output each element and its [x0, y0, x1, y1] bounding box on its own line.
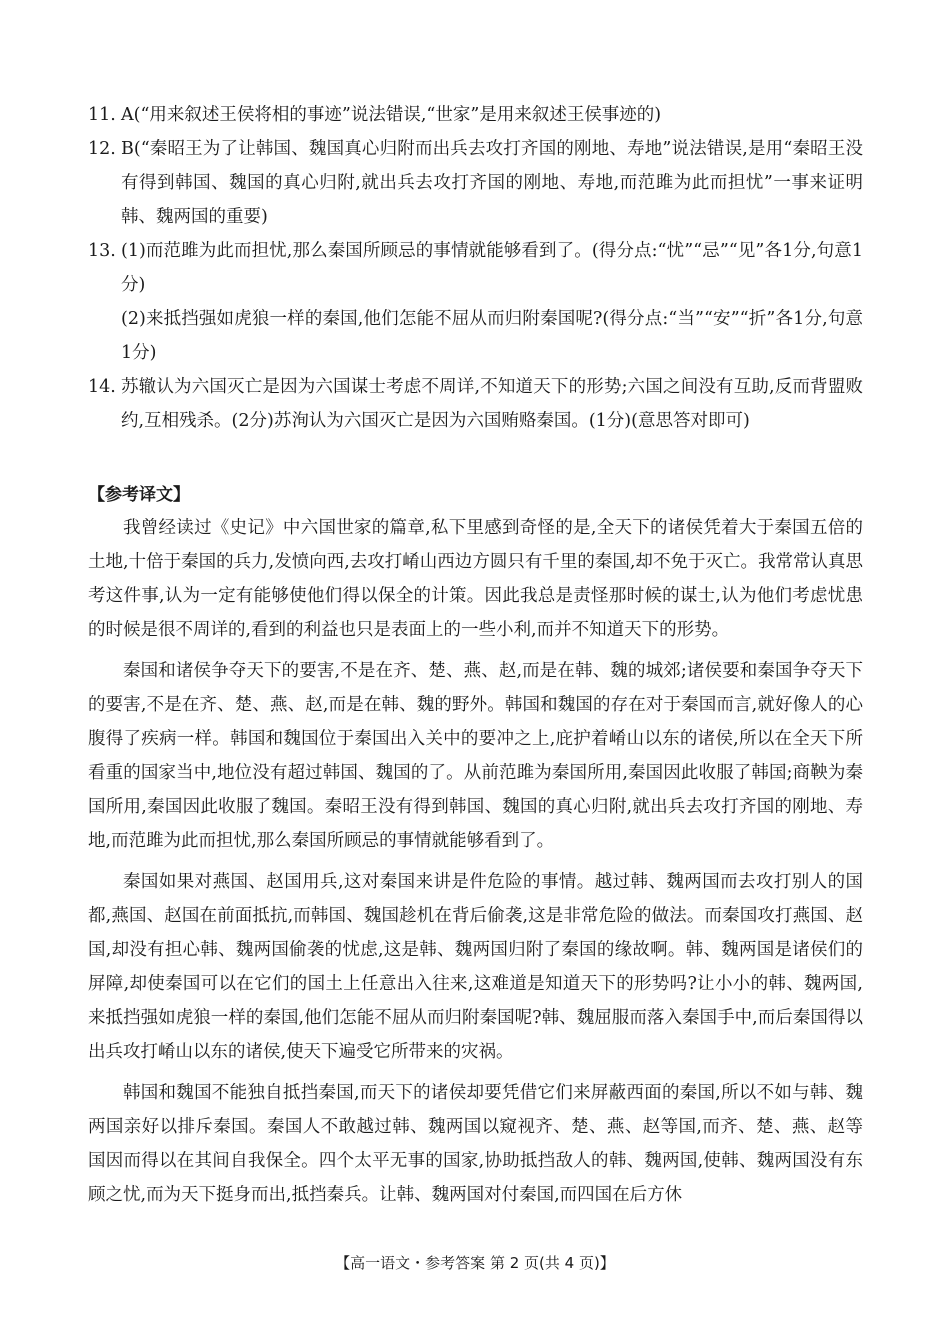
answer-text: B(“秦昭王为了让韩国、魏国真心归附而出兵去攻打齐国的刚地、寿地”说法错误,是用“秦昭王没有得到韩国、魏国的真心归附,就出兵去攻打齐国的刚地、寿地,而范雎为此而担忧”一事来证明韩、魏两国的重要) [121, 139, 863, 227]
answer-item-12 [88, 132, 863, 234]
translation-body [88, 511, 863, 1219]
section-title: 【参考译文】 [88, 485, 190, 505]
answer-text: 苏辙认为六国灭亡是因为六国谋士考虑不周详,不知道天下的形势;六国之间没有互助,反而背盟败约,互相残杀。(2分)苏洵认为六国灭亡是因为六国贿赂秦国。(1分)(意思答对即可) [121, 377, 863, 431]
answer-number: 14. [88, 377, 116, 397]
answer-list [88, 98, 863, 438]
page-footer: 【高一语文・参考答案 第 2 页(共 4 页)】 [335, 1254, 615, 1272]
translation-paragraph: 韩国和魏国不能独自抵挡秦国,而天下的诸侯却要凭借它们来屏蔽西面的秦国,所以不如与韩、魏两国亲好以排斥秦国。秦国人不敢越过韩、魏两国以窥视齐、楚、燕、赵等国,而齐、楚、燕、赵等国因而得以在其间自我保全。四个太平无事的国家,协助抵挡敌人的韩、魏两国,使韩、魏两国没有东顾之忧,而为天下挺身而出,抵挡秦兵。让韩、魏两国对付秦国,而四国在后方休 [88, 1083, 863, 1205]
answer-text: A(“用来叙述王侯将相的事迹”说法错误,“世家”是用来叙述王侯事迹的) [121, 105, 662, 125]
answer-text: (1)而范雎为此而担忧,那么秦国所顾忌的事情就能够看到了。(得分点:“忧”“忌”“见”各1分,句意1分) [121, 241, 863, 295]
answer-number: 12. [88, 139, 116, 159]
answer-item-14 [88, 370, 863, 438]
answer-item-13 [88, 234, 863, 302]
translation-paragraph: 秦国如果对燕国、赵国用兵,这对秦国来讲是件危险的事情。越过韩、魏两国而去攻打别人的国都,燕国、赵国在前面抵抗,而韩国、魏国趁机在背后偷袭,这是非常危险的做法。而秦国攻打燕国、赵国,却没有担心韩、魏两国偷袭的忧虑,这是韩、魏两国归附了秦国的缘故啊。韩、魏两国是诸侯们的屏障,却使秦国可以在它们的国土上任意出入往来,这难道是知道天下的形势吗?让小小的韩、魏两国,来抵挡强如虎狼一样的秦国,他们怎能不屈从而归附秦国呢?韩、魏屈服而落入秦国手中,而后秦国得以出兵攻打崤山以东的诸侯,使天下遍受它所带来的灾祸。 [88, 872, 863, 1062]
translation-paragraph: 秦国和诸侯争夺天下的要害,不是在齐、楚、燕、赵,而是在韩、魏的城郊;诸侯要和秦国争夺天下的要害,不是在齐、楚、燕、赵,而是在韩、魏的野外。韩国和魏国的存在对于秦国而言,就好像人的心腹得了疾病一样。韩国和魏国位于秦国出入关中的要冲之上,庇护着崤山以东的诸侯,所以在全天下所看重的国家当中,地位没有超过韩国、魏国的了。从前范雎为秦国所用,秦国因此收服了韩国;商鞅为秦国所用,秦国因此收服了魏国。秦昭王没有得到韩国、魏国的真心归附,就出兵去攻打齐国的刚地、寿地,而范雎为此而担忧,那么秦国所顾忌的事情就能够看到了。 [88, 661, 863, 851]
answer-item-11 [88, 98, 863, 132]
answer-number: 13. [88, 241, 116, 261]
answer-item-13-part-2: (2)来抵挡强如虎狼一样的秦国,他们怎能不屈从而归附秦国呢?(得分点:“当”“安”“折”各1分,句意1分) [121, 309, 863, 363]
answer-number: 11. [88, 105, 116, 125]
translation-paragraph: 我曾经读过《史记》中六国世家的篇章,私下里感到奇怪的是,全天下的诸侯凭着大于秦国五倍的土地,十倍于秦国的兵力,发愤向西,去攻打崤山西边方圆只有千里的秦国,却不免于灭亡。我常常认真思考这件事,认为一定有能够使他们得以保全的计策。因此我总是责怪那时候的谋士,认为他们考虑忧患的时候是很不周详的,看到的利益也只是表面上的一些小利,而并不知道天下的形势。 [88, 518, 863, 640]
